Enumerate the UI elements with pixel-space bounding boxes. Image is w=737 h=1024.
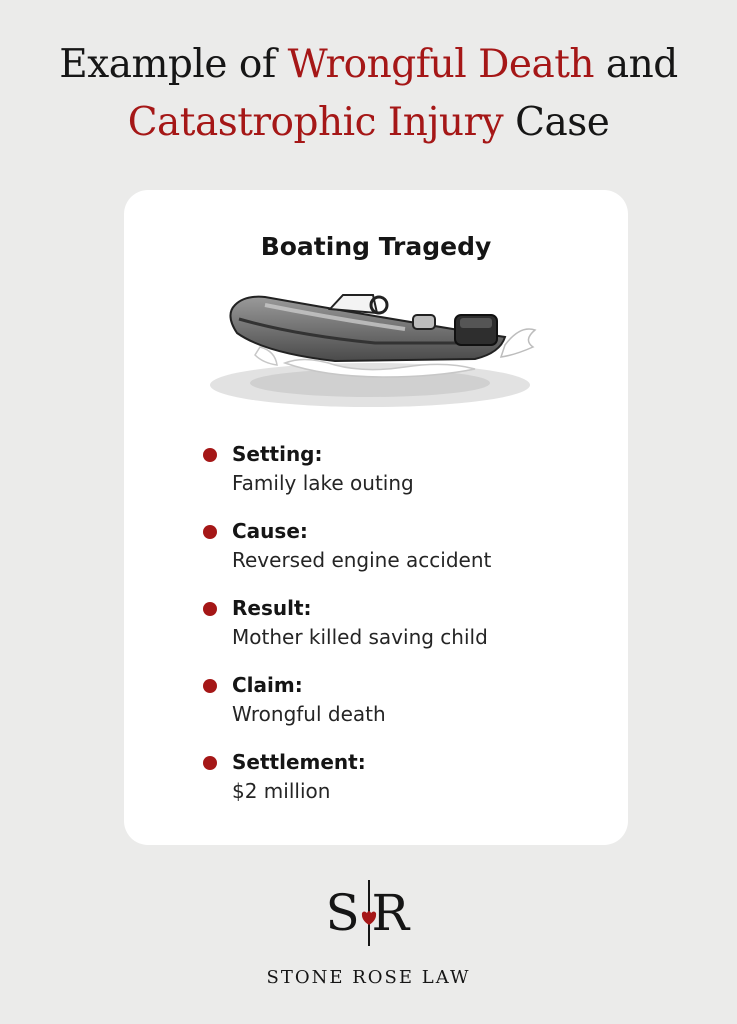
fact-label: Settlement: <box>232 750 366 774</box>
fact-claim <box>200 671 610 748</box>
fact-result <box>200 594 610 671</box>
fact-cause <box>200 517 610 594</box>
case-facts-list <box>200 440 610 825</box>
fact-value: Wrongful death <box>232 702 386 726</box>
logo-monogram <box>314 878 424 950</box>
page-headline <box>0 36 737 152</box>
headline-line-2 <box>128 100 610 145</box>
speedboat-icon <box>205 285 545 415</box>
fact-settlement <box>200 748 610 825</box>
water-splash <box>501 329 535 357</box>
headline-line-1 <box>59 42 678 87</box>
logo-firm-name: STONE ROSE LAW <box>266 967 471 988</box>
bullet-dot <box>203 756 217 770</box>
fact-setting <box>200 440 610 517</box>
engine-cap <box>460 318 492 328</box>
headline-accent-catastrophic-injury: Catastrophic Injury <box>127 100 504 145</box>
boat-seat <box>413 315 435 329</box>
fact-value: Reversed engine accident <box>232 548 492 572</box>
logo-monogram-r: R <box>371 884 410 942</box>
headline-text: and <box>594 42 678 87</box>
headline-text: Example of <box>59 42 288 87</box>
fact-label: Cause: <box>232 519 308 543</box>
stone-rose-law-logo <box>0 878 737 988</box>
fact-value: Family lake outing <box>232 471 414 495</box>
logo-monogram-s: S <box>325 884 360 942</box>
bullet-dot <box>203 448 217 462</box>
fact-value: Mother killed saving child <box>232 625 488 649</box>
bullet-dot <box>203 602 217 616</box>
fact-label: Setting: <box>232 442 323 466</box>
fact-label: Result: <box>232 596 312 620</box>
bullet-dot <box>203 679 217 693</box>
bullet-dot <box>203 525 217 539</box>
fact-label: Claim: <box>232 673 303 697</box>
headline-text: Case <box>503 100 610 145</box>
fact-value: $2 million <box>232 779 331 803</box>
headline-accent-wrongful-death: Wrongful Death <box>287 42 595 87</box>
card-title: Boating Tragedy <box>260 232 492 261</box>
